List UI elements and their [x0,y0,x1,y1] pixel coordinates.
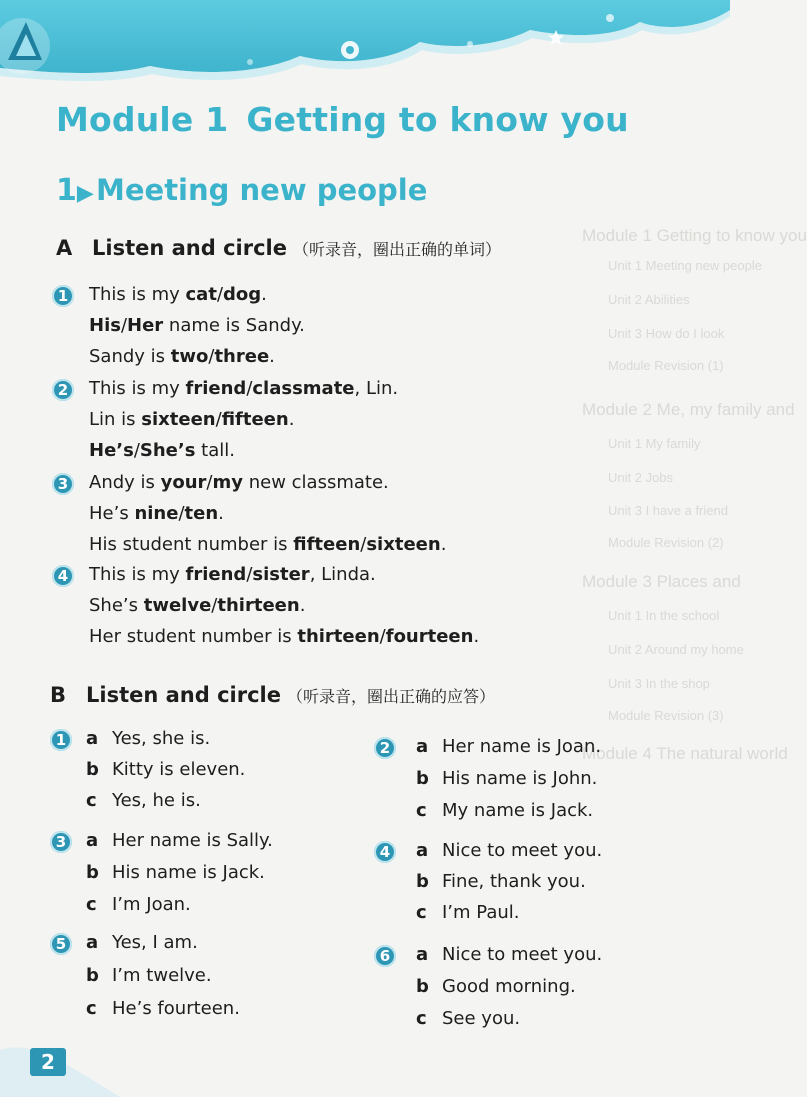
word-choice[interactable]: Her [127,315,164,336]
show-through-line: Module 1 Getting to know you [582,226,807,245]
question-number-badge: 6 [374,945,396,967]
answer-option[interactable] [86,965,212,986]
show-through-line: Module Revision (1) [608,358,724,373]
show-through-line: Unit 1 Meeting new people [608,258,762,273]
word-choice[interactable]: twelve [143,595,212,616]
question-number-badge: 3 [50,831,72,853]
module-name: Getting to know you [246,100,629,139]
sentence-line: This is my cat/dog. [89,284,267,305]
word-choice[interactable]: fourteen [385,626,474,647]
module-label: Module 1 [56,100,229,139]
option-text: Yes, she is. [112,728,211,749]
option-letter: c [416,1008,427,1029]
answer-option[interactable] [86,830,273,851]
word-choice[interactable]: thirteen [297,626,380,647]
word-choice[interactable]: fifteen [293,534,361,555]
word-choice[interactable]: cat [185,284,217,305]
option-text: He’s fourteen. [112,998,240,1019]
option-text: Yes, I am. [112,932,198,953]
show-through-line: Unit 2 Abilities [608,292,690,307]
option-text: I’m twelve. [112,965,212,986]
answer-option[interactable] [416,768,597,789]
section-letter: B [50,683,67,707]
option-text: Fine, thank you. [442,871,586,892]
option-text: I’m Paul. [442,902,520,923]
word-choice[interactable]: She’s [139,440,196,461]
option-letter: a [86,830,99,851]
question-number-badge: 5 [50,933,72,955]
sentence-line: This is my friend/classmate, Lin. [89,378,399,399]
word-choice[interactable]: friend [185,564,247,585]
word-choice[interactable]: sixteen [366,534,441,555]
answer-option[interactable] [416,736,601,757]
option-letter: a [86,728,99,749]
sentence-line: Her student number is thirteen/fourteen. [89,626,480,647]
option-text: Good morning. [442,976,576,997]
show-through-line: Unit 3 How do I look [608,326,725,341]
answer-option[interactable] [416,840,602,861]
option-text: Kitty is eleven. [112,759,246,780]
sentence-line: Andy is your/my new classmate. [89,472,389,493]
word-choice[interactable]: friend [185,378,247,399]
sentence-line: This is my friend/sister, Linda. [89,564,376,585]
question-number-badge: 1 [50,729,72,751]
word-choice[interactable]: fifteen [221,409,289,430]
option-text: I’m Joan. [112,894,191,915]
option-letter: a [416,944,429,965]
show-through-line: Unit 2 Around my home [608,642,744,657]
option-letter: c [86,790,97,811]
flower-icon [341,41,359,59]
option-text: His name is John. [442,768,598,789]
option-letter: b [86,759,99,780]
unit-title: Meeting new people [96,173,428,207]
option-letter: c [416,902,427,923]
word-choice[interactable]: two [170,346,209,367]
sentence-line: Lin is sixteen/fifteen. [89,409,295,430]
sentence-line: She’s twelve/thirteen. [89,595,306,616]
section-title: Listen and circle [86,683,281,707]
question-number-badge: 4 [374,841,396,863]
option-letter: b [86,965,99,986]
unit-number: 1▶ [56,172,94,208]
show-through-line: Module Revision (3) [608,708,724,723]
word-choice[interactable]: sister [252,564,310,585]
header-banner [0,0,730,110]
question-number-badge: 3 [52,473,74,495]
option-text: Nice to meet you. [442,840,603,861]
section-a-heading [56,236,501,260]
word-choice[interactable]: nine [134,503,179,524]
question-number-badge: 2 [52,379,74,401]
sentence-line: His/Her name is Sandy. [89,315,305,336]
answer-option[interactable] [86,759,245,780]
word-choice[interactable]: my [212,472,243,493]
answer-option[interactable] [416,871,586,892]
section-letter: A [56,236,73,260]
question-number-badge: 1 [52,285,74,307]
sentence-line: Sandy is two/three. [89,346,275,367]
option-letter: a [86,932,99,953]
question-number-badge: 2 [374,737,396,759]
show-through-line: Module 4 The natural world [582,744,788,763]
page-number: 2 [30,1048,66,1076]
option-text: My name is Jack. [442,800,594,821]
module-title [56,100,629,139]
option-letter: c [86,998,97,1019]
option-text: Yes, he is. [112,790,201,811]
word-choice[interactable]: His [89,315,121,336]
answer-option[interactable] [416,902,520,923]
show-through-line: Unit 3 In the shop [608,676,710,691]
option-letter: a [416,840,429,861]
question-number-badge: 4 [52,565,74,587]
show-through-line: Unit 2 Jobs [608,470,674,485]
show-through-line: Module 2 Me, my family and [582,400,795,419]
sentence-line: He’s nine/ten. [89,503,224,524]
word-choice[interactable]: classmate [252,378,355,399]
option-text: Nice to meet you. [442,944,603,965]
option-letter: b [86,862,99,883]
sentence-line: His student number is fifteen/sixteen. [89,534,447,555]
show-through-line: Unit 1 My family [608,436,701,451]
answer-option[interactable] [86,790,201,811]
word-choice[interactable]: dog [223,284,262,305]
option-text: His name is Jack. [112,862,265,883]
option-letter: c [86,894,97,915]
answer-option[interactable] [86,894,191,915]
show-through-line: Unit 3 I have a friend [608,503,728,518]
answer-option[interactable] [86,728,210,749]
word-choice[interactable]: ten [184,503,219,524]
option-letter: c [416,800,427,821]
word-choice[interactable]: sixteen [141,409,216,430]
section-instruction: （听录音，圈出正确的应答） [286,687,495,706]
word-choice[interactable]: He’s [89,440,134,461]
answer-option[interactable] [416,1008,520,1029]
unit-heading [56,168,427,212]
option-text: Her name is Sally. [112,830,273,851]
word-choice[interactable]: thirteen [217,595,300,616]
answer-option[interactable] [416,944,602,965]
option-letter: b [416,768,429,789]
option-letter: b [416,976,429,997]
option-text: See you. [442,1008,521,1029]
show-through-line: Module Revision (2) [608,535,724,550]
option-text: Her name is Joan. [442,736,602,757]
answer-option[interactable] [416,976,576,997]
answer-option[interactable] [416,800,593,821]
option-letter: b [416,871,429,892]
answer-option[interactable] [86,932,198,953]
answer-option[interactable] [86,862,265,883]
option-letter: a [416,736,429,757]
section-instruction: （听录音，圈出正确的单词） [292,240,501,259]
word-choice[interactable]: your [160,472,207,493]
word-choice[interactable]: three [214,346,270,367]
sentence-line: He’s/She’s tall. [89,440,235,461]
section-b-heading [50,683,495,707]
answer-option[interactable] [86,998,240,1019]
show-through-line: Unit 1 In the school [608,608,720,623]
section-title: Listen and circle [92,236,287,260]
show-through-line: Module 3 Places and [582,572,741,591]
